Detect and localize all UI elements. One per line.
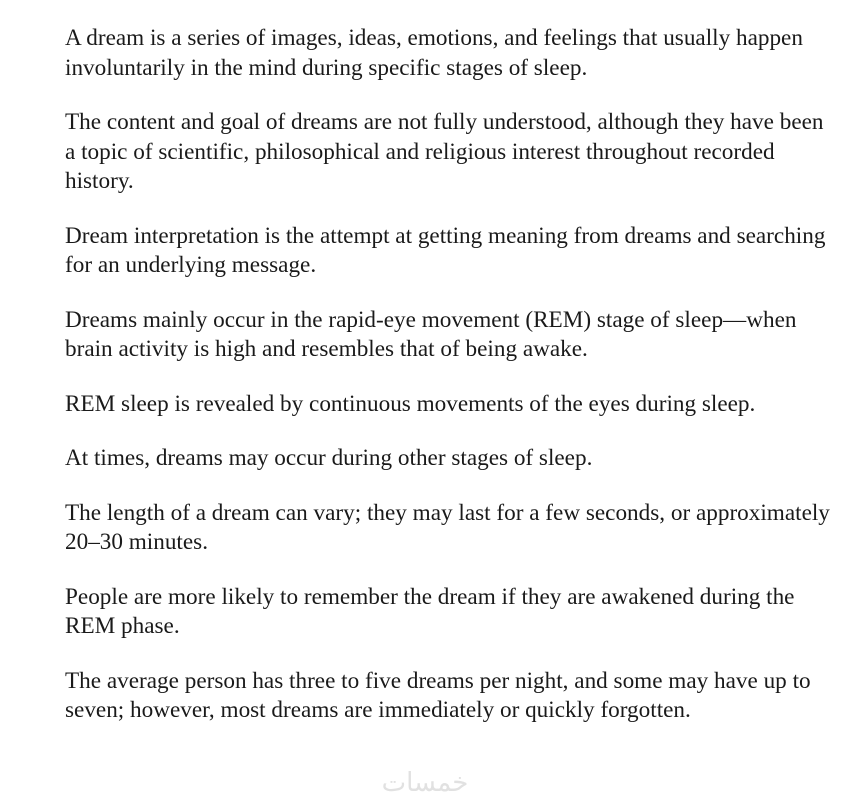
paragraph-dream-content: The content and goal of dreams are not fully understood, although they have been a topic of scientific, philosophical and religious interest throughout recorded history. [65, 109, 824, 194]
document-body [65, 24, 835, 726]
paragraph-other-stages: At times, dreams may occur during other stages of sleep. [65, 445, 593, 471]
watermark-logo: خمسات [381, 768, 469, 798]
paragraph-dream-interpretation: Dream interpretation is the attempt at getting meaning from dreams and searching for an underlying message. [65, 222, 826, 278]
paragraph-dream-length: The length of a dream can vary; they may last for a few seconds, or approximately 20–30 minutes. [65, 499, 830, 555]
paragraph-dreams-per-night: The average person has three to five dreams per night, and some may have up to seven; however, most dreams are immediately or quickly forgotten. [65, 667, 811, 723]
paragraph-rem-stage: Dreams mainly occur in the rapid-eye movement (REM) stage of sleep—when brain activity is high and resembles that of being awake. [65, 306, 797, 362]
paragraph-rem-eye-movements: REM sleep is revealed by continuous movements of the eyes during sleep. [65, 390, 756, 417]
paragraph-remembering-dreams: People are more likely to remember the dream if they are awakened during the REM phase. [65, 583, 795, 639]
paragraph-dream-definition: A dream is a series of images, ideas, emotions, and feelings that usually happen involuntarily in the mind during specific stages of sleep. [65, 25, 803, 81]
